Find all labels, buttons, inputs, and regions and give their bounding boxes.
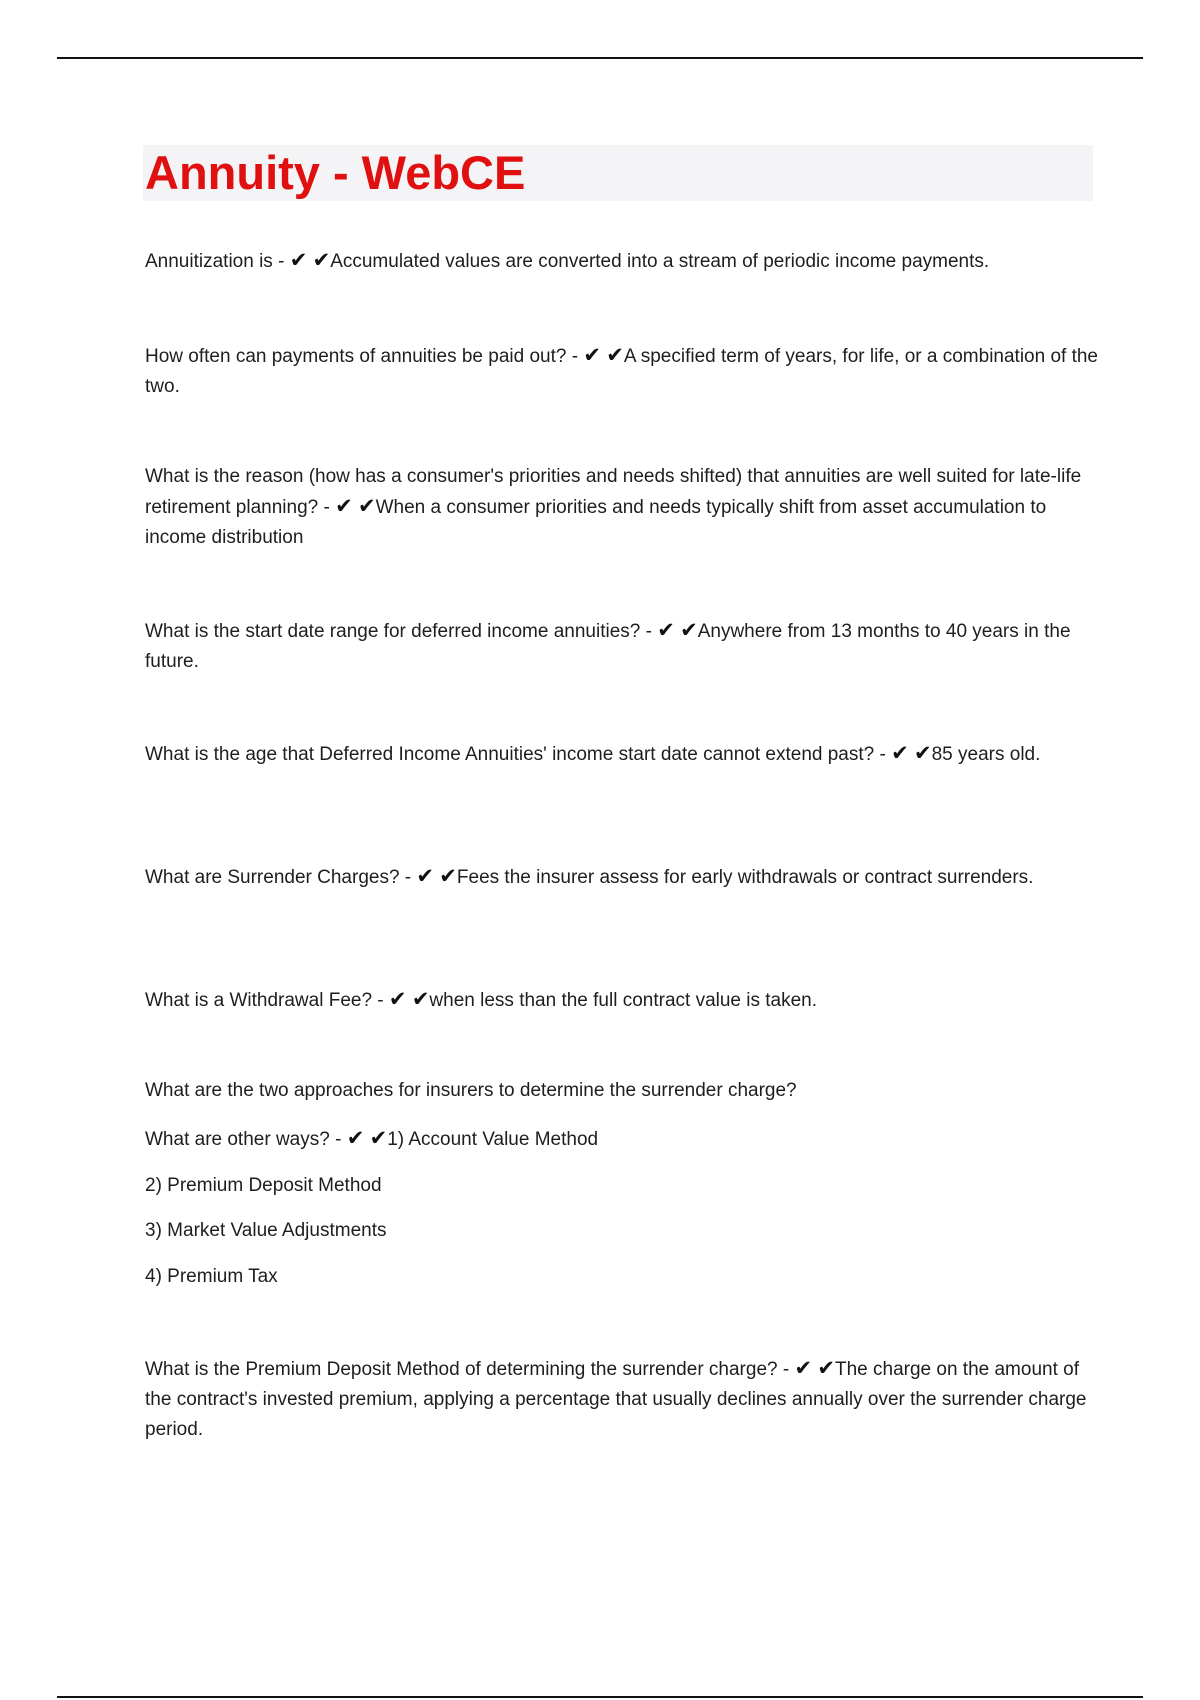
top-rule	[57, 57, 1143, 59]
question: What are Surrender Charges? -	[145, 867, 417, 888]
qa-item	[145, 462, 1100, 553]
check-icon: ✔	[289, 249, 308, 272]
qa-item	[145, 246, 1100, 277]
qa-item	[145, 1354, 1100, 1445]
check-icon: ✔	[794, 1357, 813, 1380]
answer: Anywhere from 13 months to 40 years in the future.	[145, 621, 1071, 672]
document-title: Annuity - WebCE	[145, 146, 526, 199]
approaches-question: What are the two approaches for insurers to determine the surrender charge?	[145, 1080, 797, 1101]
answer: A specified term of years, for life, or a combination of the two.	[145, 346, 1099, 397]
approach-item: 2) Premium Deposit Method	[145, 1175, 382, 1196]
check-icon: ✔	[583, 344, 601, 367]
check-icon: ✔	[388, 988, 407, 1011]
question: Annuitization is -	[145, 251, 290, 272]
question: What is the age that Deferred Income Annuities' income start date cannot extend past? -	[145, 744, 892, 765]
check-icon: ✔	[891, 742, 909, 765]
check-icon: ✔	[335, 495, 353, 518]
answer: When a consumer priorities and needs typically shift from asset accumulation to income distribution	[145, 497, 1047, 548]
question: What is the start date range for deferred income annuities? -	[145, 621, 658, 642]
answer: Fees the insurer assess for early withdrawals or contract surrenders.	[456, 867, 1034, 888]
check-icon: ✔	[680, 619, 698, 642]
approach-item: 3) Market Value Adjustments	[145, 1220, 387, 1241]
bottom-rule	[57, 1696, 1143, 1698]
question: What is a Withdrawal Fee? -	[145, 990, 389, 1011]
answer: The charge on the amount of the contract's invested premium, applying a percentage that usually declines annually over the surrender charge period.	[145, 1359, 1087, 1440]
qa-item	[145, 739, 1100, 770]
question: How often can payments of annuities be paid out? -	[145, 346, 584, 367]
approach-item: 4) Premium Tax	[145, 1266, 278, 1287]
answer: Accumulated values are converted into a stream of periodic income payments.	[330, 251, 990, 272]
check-icon: ✔	[358, 495, 376, 518]
check-icon: ✔	[369, 1127, 388, 1150]
check-icon: ✔	[312, 249, 331, 272]
question: What are other ways? -	[145, 1129, 347, 1150]
approach-item: 1) Account Value Method	[387, 1129, 599, 1150]
question: What is the Premium Deposit Method of determining the surrender charge? -	[145, 1359, 795, 1380]
answer: 85 years old.	[931, 744, 1041, 765]
check-icon: ✔	[817, 1357, 835, 1380]
answer: when less than the full contract value is taken.	[429, 990, 818, 1011]
qa-item	[145, 985, 1100, 1016]
qa-item	[145, 862, 1100, 893]
check-icon: ✔	[439, 865, 457, 888]
check-icon: ✔	[411, 988, 430, 1011]
check-icon: ✔	[657, 619, 675, 642]
check-icon: ✔	[416, 865, 435, 888]
check-icon: ✔	[346, 1127, 365, 1150]
check-icon: ✔	[914, 742, 932, 765]
qa-item	[145, 616, 1100, 677]
question: What is the reason (how has a consumer's priorities and needs shifted) that annuities are well suited for late-life retirement planning? -	[145, 466, 1082, 518]
qa-item	[145, 341, 1100, 402]
check-icon: ✔	[606, 344, 624, 367]
approaches-subquestion	[145, 1124, 598, 1155]
